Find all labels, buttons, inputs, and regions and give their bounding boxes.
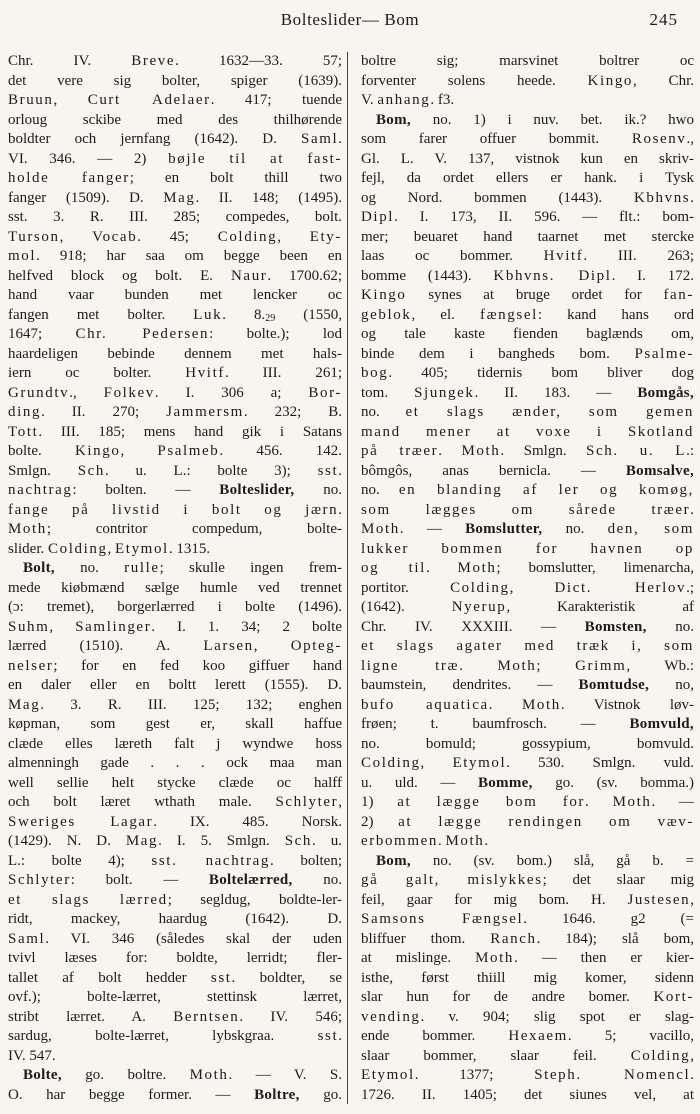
text-line: sardug, bolte-lærret, lybskgraa. sst.	[8, 1028, 342, 1044]
text-line: frøen; t. baumfrosch. — Bomvuld,	[361, 716, 694, 732]
text-line: Bom, no. 1) i nuv. bet. ik.? hwo	[376, 111, 694, 128]
text-line: sst. 3. R. III. 285; compedes, bolt.	[8, 209, 342, 225]
text-line: iern oc bolter. Hvitf. III. 261;	[8, 365, 342, 381]
text-line: ridt, mackey, haardug (1642). D.	[8, 911, 342, 927]
text-line: Chr. IV. Breve. 1632—33. 57;	[8, 53, 342, 69]
text-line: fange på livstid i bolt og jærn.	[8, 501, 342, 518]
text-line: isthe, først thiill mig komer, sidenn	[361, 969, 694, 986]
text-line: binde dem i bangheds bom. Psalme-	[361, 345, 694, 362]
text-line: clæde elles læreth falt j wyndwe hoss	[8, 735, 342, 752]
text-line: almenningh gade . . . ock maa man	[8, 755, 342, 771]
text-line: fejl, da ordet ellers er hank. i Tysk	[361, 170, 694, 186]
text-line: tvivl læses for: boldte, lerridt; fler-	[8, 950, 342, 966]
text-line: L.: bolte 4); sst. nachtrag. bolten;	[8, 852, 342, 869]
text-line: orloug sckibe med des thilhørende	[8, 111, 342, 128]
text-line: ligne træ. Moth; Grimm, Wb.:	[361, 657, 694, 674]
text-line: Etymol. 1377; Steph. Nomencl.	[361, 1067, 694, 1083]
text-line: Bom, no. (sv. bom.) slå, gå b. =	[376, 852, 694, 869]
text-line: bômgôs, anas bernicla. — Bomsalve,	[361, 462, 694, 479]
text-line: Bolt, no. rulle; skulle ingen frem-	[23, 560, 342, 576]
text-line: (ɔ: tremet), borgerlærred i bolte (1496).	[8, 599, 342, 615]
text-line: Bolte, go. boltre. Moth. — V. S.	[23, 1067, 342, 1083]
text-line: slar hun for de andre bomer. Kort-	[361, 989, 694, 1005]
text-line: erbommen. Moth.	[361, 833, 489, 849]
text-line: Moth; contritor compedum, bolte-	[8, 521, 342, 537]
text-line: baumstein, dendrites. — Bomtudse, no,	[361, 677, 694, 693]
text-line: Chr. IV. XXXIII. — Bomsten, no.	[361, 618, 694, 635]
text-line: hand vaar bunden met lencker oc	[8, 287, 342, 303]
running-title: Bolteslider— Bom	[280, 10, 420, 29]
text-line: ding. II. 270; Jammersm. 232; B.	[8, 404, 342, 420]
text-columns	[8, 52, 695, 1110]
text-line: bliffuer thom. Ranch. 184); slå bom,	[361, 930, 694, 947]
text-line: Schlyter: bolt. — Boltelærred, no.	[8, 872, 342, 888]
text-line: Kingo synes at bruge ordet for fan-	[361, 287, 694, 303]
text-line: tom. Sjungek. II. 183. — Bomgås,	[361, 384, 694, 401]
text-line: Tott. III. 185; mens hand gik i Satans	[8, 423, 342, 440]
text-line: på træer. Moth. Smlgn. Sch. u. L.:	[361, 443, 694, 459]
text-line: det vere sig bolter, spiger (1639).	[8, 72, 342, 89]
text-line: vending. v. 904; slig spot er slag-	[361, 1008, 694, 1025]
text-line: 1) at lægge bom for. Moth. —	[361, 794, 694, 810]
text-line: no. bomuld; gossypium, bomvuld.	[361, 735, 694, 752]
text-line: Turson, Vocab. 45; Colding, Ety-	[8, 228, 342, 245]
text-line: forventer solens heede. Kingo, Chr.	[361, 72, 694, 89]
text-line: som lægges om sårede træer.	[361, 501, 694, 518]
text-line: mer; beuaret hand taarnet met stercke	[361, 228, 694, 245]
text-line: stribt lærret. A. Berntsen. IV. 546;	[8, 1008, 342, 1025]
text-line: lærred (1510). A. Larsen, Opteg-	[8, 638, 342, 654]
text-line: och bolt læret wthath male. Schlyter,	[8, 794, 342, 810]
text-line: mand mener at voxe i Skotland	[361, 423, 694, 440]
text-line: bog. 405; tidernis bom bliver dog	[361, 365, 694, 381]
text-line: slaar bommer, slaar feil. Colding,	[361, 1047, 694, 1064]
text-line: Gl. L. V. 137, vistnok kun en skriv-	[361, 150, 694, 167]
text-line: 1647; Chr. Pedersen: bolte.); lod	[8, 326, 342, 342]
text-line: Bruun, Curt Adelaer. 417; tuende	[8, 92, 342, 108]
text-line: Suhm, Samlinger. I. 1. 34; 2 bolte	[8, 618, 342, 635]
text-line: helfved block og bolt. E. Naur. 1700.62;	[8, 267, 342, 284]
text-line: mede kiøbmænd sælge humle ved trennet	[8, 579, 342, 596]
column-left	[8, 52, 342, 1110]
text-line: VI. 346. — 2) bøjle til at fast-	[8, 150, 342, 167]
text-line: bufo aquatica. Moth. Vistnok løv-	[361, 696, 694, 713]
text-line: Mag. 3. R. III. 125; 132; enghen	[8, 696, 342, 713]
text-line: slider. Colding, Etymol. 1315.	[8, 540, 211, 557]
text-line: nelser; for en fed koo giffuer hand	[8, 657, 342, 674]
text-line: Dipl. I. 173, II. 596. — flt.: bom-	[361, 209, 694, 225]
text-line: at mislinge. Moth. — then er kier-	[361, 950, 694, 966]
text-line: (1642). Nyerup, Karakteristik af	[361, 599, 694, 615]
text-line: ovf.); bolte-lærret, stettinsk lærret,	[8, 989, 342, 1005]
text-line: u. uld. — Bomme, go. (sv. bomma.)	[361, 774, 694, 791]
text-line: Smlgn. Sch. u. L.: bolte 3); sst.	[8, 462, 342, 479]
text-line: geblok, el. fængsel: kand hans ord	[361, 306, 694, 323]
text-line: laas oc bommer. Hvitf. III. 263;	[361, 248, 694, 264]
text-line: holde fanger; en bolt thill two	[8, 170, 342, 186]
text-line: Sweriges Lagar. IX. 485. Norsk.	[8, 813, 342, 830]
column-right	[361, 52, 694, 1110]
text-line: 1726. II. 1405; det siunes vel, at	[361, 1086, 694, 1103]
page-header	[0, 8, 700, 34]
text-line: no. en blanding af ler og komøg,	[361, 482, 694, 498]
column-divider	[347, 52, 348, 1104]
text-line: Samsons Fængsel. 1646. g2 (=	[361, 911, 694, 927]
text-line: og Nord. bommen (1443). Kbhvns.	[361, 189, 694, 206]
page-number: 245	[649, 10, 678, 29]
text-line: portitor. Colding, Dict. Herlov.;	[361, 579, 694, 596]
text-line: Colding, Etymol. 530. Smlgn. vuld.	[361, 755, 694, 771]
text-line: no. et slags ænder, som gemen	[361, 404, 694, 420]
text-line: well sellie helt stycke clæde oc halff	[8, 774, 342, 791]
text-line: boltre sig; marsvinet boltrer oc	[361, 53, 694, 69]
text-line: 2) at lægge rendingen om væv-	[361, 813, 694, 830]
text-line: tallet af bolt hedder sst. boldter, se	[8, 969, 342, 986]
text-line: bolte. Kingo, Psalmeb. 456. 142.	[8, 443, 342, 459]
text-line: som farer offuer bommit. Rosenv.,	[361, 131, 694, 147]
text-line: boldter och jernfang (1642). D. Saml.	[8, 131, 342, 147]
text-line: lukker bommen for havnen op	[361, 540, 694, 557]
text-line: fanger (1509). D. Mag. II. 148; (1495).	[8, 189, 342, 206]
text-line: fangen met bolter. Luk. 8.29 (1550,	[8, 306, 342, 324]
text-line: gå galt, mislykkes; det slaar mig	[361, 872, 694, 888]
text-line: et slags lærred; segldug, boldte-ler-	[8, 891, 342, 908]
text-line: ende bommer. Hexaem. 5; vacillo,	[361, 1028, 694, 1044]
text-line: en daler eller en boltt lerett (1555). D.	[8, 677, 342, 693]
text-line: haardeligen bebinde dennem met hals-	[8, 345, 342, 362]
text-line: køpman, som gest er, skall haffue	[8, 716, 342, 732]
text-line: mol. 918; har saa om begge been en	[8, 248, 342, 264]
text-line: (1429). N. D. Mag. I. 5. Smlgn. Sch. u.	[8, 833, 342, 849]
text-line: Saml. VI. 346 (således skal der uden	[8, 930, 342, 947]
text-line: bomme (1443). Kbhvns. Dipl. I. 172.	[361, 267, 694, 284]
text-line: Grundtv., Folkev. I. 306 a; Bor-	[8, 384, 342, 401]
text-line: nachtrag: bolten. — Bolteslider, no.	[8, 482, 342, 498]
text-line: og tale kaste fienden baglænds om,	[361, 326, 694, 342]
text-line: O. har begge former. — Boltre, go.	[8, 1086, 342, 1103]
text-line: V. anhang. f3.	[361, 92, 455, 108]
text-line: IV. 547.	[8, 1047, 56, 1064]
text-line: Moth. — Bomslutter, no. den, som	[361, 521, 694, 537]
text-line: et slags agater med træk i, som	[361, 638, 694, 654]
text-line: feil, gaar for mig bom. H. Justesen,	[361, 891, 694, 908]
text-line: og til. Moth; bomslutter, limenarcha,	[361, 560, 694, 576]
